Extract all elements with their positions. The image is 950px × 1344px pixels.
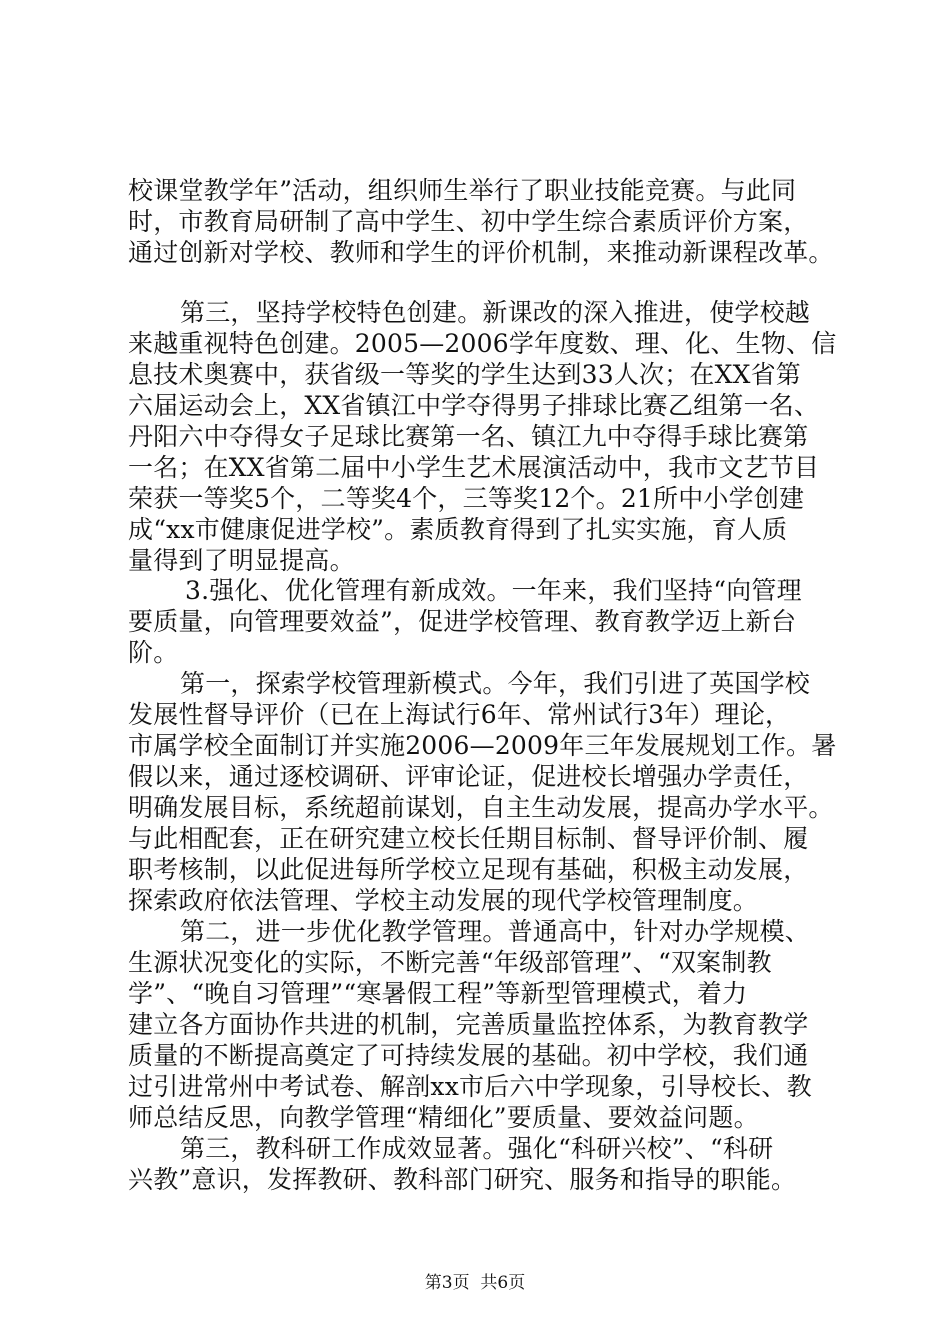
text-line: 阶。 [128, 638, 179, 667]
text-line: 假以来，通过逐校调研、评审论证，促进校长增强办学责任， [128, 762, 809, 791]
text-line: 一名；在XX省第二届中小学生艺术展演活动中，我市文艺节目 [128, 453, 820, 482]
text-line: 第三，教科研工作成效显著。强化“科研兴校”、“科研 [180, 1134, 774, 1163]
text-line: 发展性督导评价（已在上海试行6年、常州试行3年）理论， [128, 700, 791, 729]
text-line: 职考核制，以此促进每所学校立足现有基础，积极主动发展， [128, 855, 809, 884]
text-line: 学”、“晚自习管理”“寒暑假工程”等新型管理模式，着力 [128, 979, 748, 1008]
text-line: 成“xx市健康促进学校”。素质教育得到了扎实实施，育人质 [128, 515, 788, 544]
text-line: 兴教”意识，发挥教研、教科部门研究、服务和指导的职能。 [128, 1165, 797, 1194]
text-line: 市属学校全面制订并实施2006—2009年三年发展规划工作。暑 [128, 731, 837, 760]
text-line: 来越重视特色创建。2005—2006学年度数、理、化、生物、信 [128, 329, 837, 358]
text-line: 与此相配套，正在研究建立校长任期目标制、督导评价制、履 [128, 824, 809, 853]
text-line: 生源状况变化的实际，不断完善“年级部管理”、“双案制教 [128, 948, 772, 977]
text-line: 质量的不断提高奠定了可持续发展的基础。初中学校，我们通 [128, 1041, 809, 1070]
text-line: 时，市教育局研制了高中学生、初中学生综合素质评价方案， [128, 207, 809, 236]
text-line: 建立各方面协作共进的机制，完善质量监控体系，为教育教学 [128, 1010, 809, 1039]
text-line: 第三，坚持学校特色创建。新课改的深入推进，使学校越 [180, 298, 811, 327]
text-line: 探索政府依法管理、学校主动发展的现代学校管理制度。 [128, 886, 759, 915]
text-line: 校课堂教学年”活动，组织师生举行了职业技能竞赛。与此同 [128, 176, 797, 205]
text-line: 荣获一等奖5个，二等奖4个，三等奖12个。21所中小学创建 [128, 484, 805, 513]
text-line: 通过创新对学校、教师和学生的评价机制，来推动新课程改革。 [128, 238, 834, 267]
text-line: 第一，探索学校管理新模式。今年，我们引进了英国学校 [180, 669, 811, 698]
text-line: 量得到了明显提高。 [128, 546, 355, 575]
text-line: 丹阳六中夺得女子足球比赛第一名、镇江九中夺得手球比赛第 [128, 422, 809, 451]
text-line: 明确发展目标，系统超前谋划，自主生动发展，提高办学水平。 [128, 793, 834, 822]
text-line: 3.强化、优化管理有新成效。一年来，我们坚持“向管理 [185, 576, 802, 605]
text-line: 要质量，向管理要效益”，促进学校管理、教育教学迈上新台 [128, 607, 797, 636]
text-line: 师总结反思，向教学管理“精细化”要质量、要效益问题。 [128, 1103, 759, 1132]
page-number-footer: 第3页 共6页 [424, 1273, 526, 1293]
text-line: 过引进常州中考试卷、解剖xx市后六中学现象，引导校长、教 [128, 1072, 812, 1101]
text-line: 六届运动会上，XX省镇江中学夺得男子排球比赛乙组第一名、 [128, 391, 820, 420]
text-line: 息技术奥赛中，获省级一等奖的学生达到33人次；在XX省第 [128, 360, 802, 389]
text-line: 第二，进一步优化教学管理。普通高中，针对办学规模、 [180, 917, 811, 946]
